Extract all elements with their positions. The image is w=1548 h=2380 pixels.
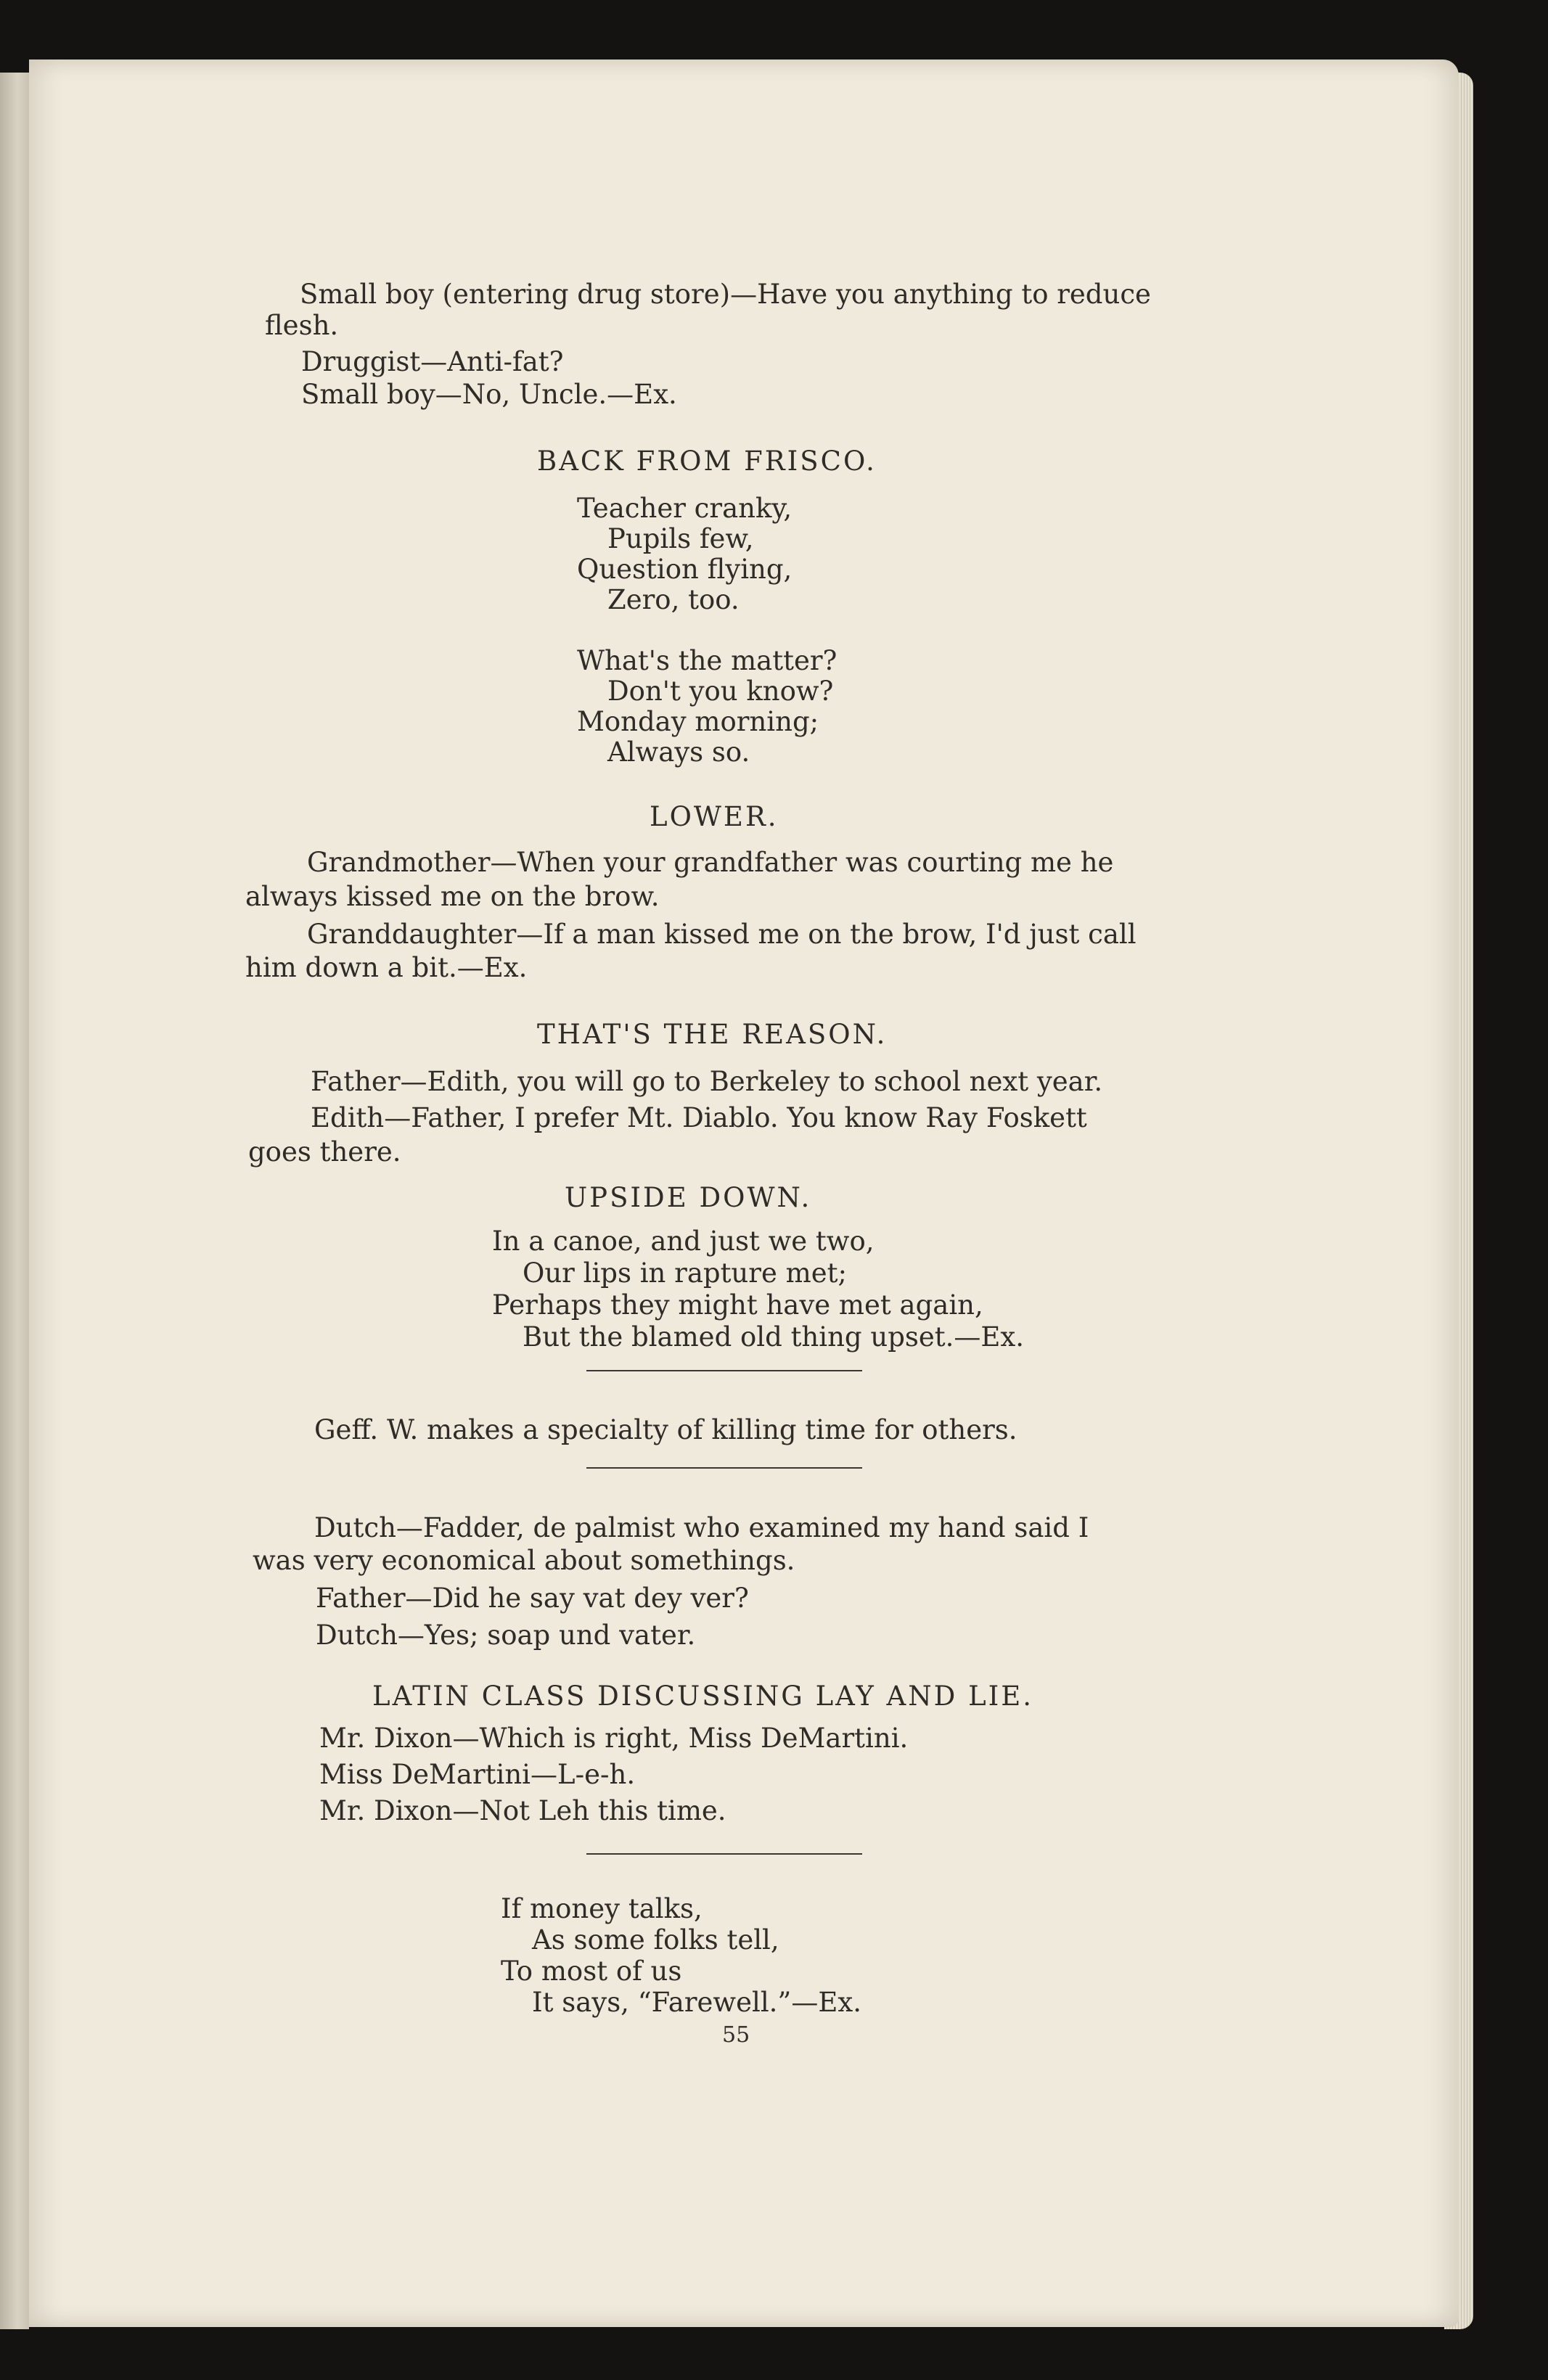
upside-down-line: But the blamed old thing upset.—Ex. (523, 1321, 1025, 1353)
geff-line: Geff. W. makes a specialty of killing time for others. (314, 1414, 1017, 1445)
upside-down-line: Our lips in rapture met; (523, 1257, 847, 1289)
frisco-line: Monday morning; (577, 706, 819, 737)
page-number: 55 (722, 2022, 750, 2048)
frisco-line: Don't you know? (607, 676, 834, 707)
page (29, 60, 1459, 2327)
frisco-line: Teacher cranky, (577, 493, 793, 524)
dutch-p1-b: was very economical about somethings. (253, 1545, 795, 1576)
lower-title: LOWER. (650, 801, 779, 832)
dutch-p3: Dutch—Yes; soap und vater. (316, 1620, 696, 1651)
money-line: As some folks tell, (532, 1924, 779, 1956)
money-line: To most of us (501, 1956, 682, 1987)
lower-p1-b: always kissed me on the brow. (245, 881, 660, 912)
reason-p2-b: goes there. (248, 1136, 401, 1168)
upside-down-line: Perhaps they might have met again, (492, 1289, 983, 1321)
lower-p2-a: Granddaughter—If a man kissed me on the brow, I'd just call (307, 919, 1137, 950)
drug-store-line-1-cont: flesh. (265, 310, 339, 341)
money-line: If money talks, (501, 1893, 703, 1924)
latin-line-2: Miss DeMartini—L-e-h. (319, 1759, 636, 1790)
money-line: It says, “Farewell.”—Ex. (532, 1987, 861, 2018)
drug-store-line-3: Small boy—No, Uncle.—Ex. (301, 379, 677, 410)
upside-down-line: In a canoe, and just we two, (492, 1226, 875, 1257)
dutch-p1-a: Dutch—Fadder, de palmist who examined my hand said I (314, 1512, 1089, 1543)
frisco-line: Question flying, (577, 554, 793, 585)
divider-rule (586, 1370, 862, 1371)
frisco-line: What's the matter? (577, 645, 838, 676)
latin-line-1: Mr. Dixon—Which is right, Miss DeMartini. (319, 1723, 909, 1754)
divider-rule (586, 1467, 862, 1469)
frisco-line: Zero, too. (607, 584, 740, 615)
divider-rule (586, 1853, 862, 1855)
thats-the-reason-title: THAT'S THE REASON. (537, 1019, 888, 1050)
drug-store-line-1: Small boy (entering drug store)—Have you anything to reduce (300, 279, 1151, 310)
latin-class-title: LATIN CLASS DISCUSSING LAY AND LIE. (372, 1681, 1034, 1712)
back-from-frisco-title: BACK FROM FRISCO. (537, 446, 877, 477)
lower-p1-a: Grandmother—When your grandfather was courting me he (307, 847, 1114, 878)
frisco-line: Always so. (607, 736, 750, 768)
reason-p2-a: Edith—Father, I prefer Mt. Diablo. You know Ray Foskett (311, 1102, 1087, 1133)
frisco-line: Pupils few, (607, 523, 754, 554)
reason-p1: Father—Edith, you will go to Berkeley to school next year. (311, 1066, 1103, 1097)
dutch-p2: Father—Did he say vat dey ver? (316, 1583, 749, 1614)
lower-p2-b: him down a bit.—Ex. (245, 952, 528, 983)
previous-page-edge (0, 73, 29, 2329)
latin-line-3: Mr. Dixon—Not Leh this time. (319, 1795, 726, 1826)
drug-store-line-2: Druggist—Anti-fat? (301, 346, 564, 377)
upside-down-title: UPSIDE DOWN. (565, 1182, 812, 1213)
